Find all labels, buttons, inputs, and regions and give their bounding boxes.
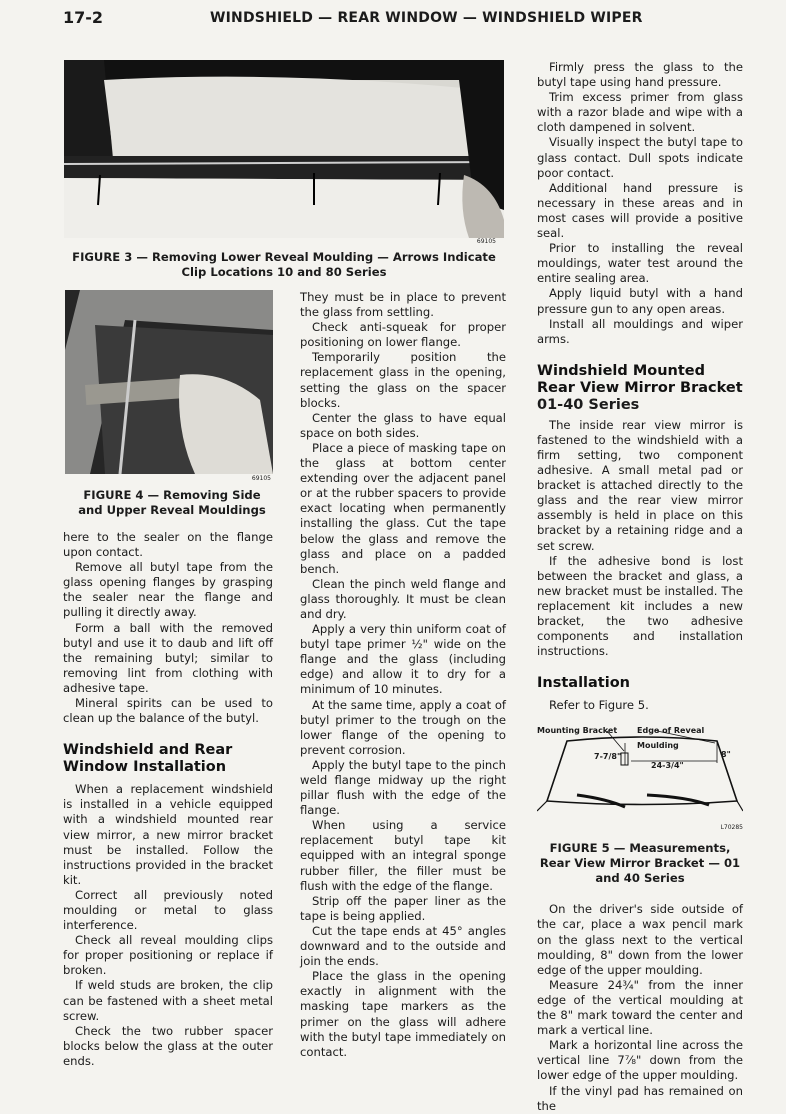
paragraph: Apply the butyl tape to the pinch weld flange midway up the right pillar flush with the edge of the flange. xyxy=(300,757,506,818)
column-1 xyxy=(63,530,273,1069)
paragraph: Additional hand pressure is necessary in these areas and in most cases will provide a positive seal. xyxy=(537,180,743,241)
figure5-dim-mid: 24-3/4" xyxy=(651,761,684,771)
paragraph: Cut the tape ends at 45° angles downward and to the outside and join the ends. xyxy=(300,923,506,969)
paragraph: Temporarily position the replacement glass in the opening, setting the glass on the spacer blocks. xyxy=(300,350,506,410)
figure5-diagram xyxy=(537,723,743,835)
paragraph: Visually inspect the butyl tape to glass contact. Dull spots indicate poor contact. xyxy=(537,135,743,180)
figure5-dim-right: 8" xyxy=(721,750,731,760)
paragraph: Clean the pinch weld flange and glass thoroughly. It must be clean and dry. xyxy=(300,576,506,621)
figure3-photo xyxy=(64,60,504,238)
figure5-label-edge: Edge of Reveal Moulding xyxy=(637,726,705,751)
figure5-dim-left: 7-7/8" xyxy=(594,752,622,762)
paragraph: If weld studs are broken, the clip can be fastened with a sheet metal screw. xyxy=(63,978,273,1023)
paragraph: If the vinyl pad has remained on the xyxy=(537,1083,743,1113)
section-heading: Windshield and Rear Window Installation xyxy=(63,742,233,776)
figure3-code: 69105 xyxy=(476,238,496,245)
paragraph: here to the sealer on the flange upon contact. xyxy=(63,530,273,560)
paragraph: Remove all butyl tape from the glass opening flanges by grasping the sealer near the flange and pulling it directly away. xyxy=(63,560,273,620)
paragraph: Check the two rubber spacer blocks below the glass at the outer ends. xyxy=(63,1023,273,1068)
paragraph: Place a piece of masking tape on the glass at bottom center extending over the adjacent panel or at the rubber spacers to provide exact locating when permanently installing the glass. Cut the tape below the glass and remove the glass and place on a padded bench. xyxy=(300,440,506,576)
section-heading: Installation xyxy=(537,675,630,692)
paragraph: Prior to installing the reveal mouldings, water test around the entire sealing area. xyxy=(537,241,743,286)
paragraph: If the adhesive bond is lost between the bracket and glass, a new bracket must be installed. The replacement kit includes a new bracket, the two adhesive components and installation instructions. xyxy=(537,553,743,659)
paragraph: Install all mouldings and wiper arms. xyxy=(537,316,743,346)
running-head: WINDSHIELD — REAR WINDOW — WINDSHIELD WIPER xyxy=(210,10,643,26)
column-3 xyxy=(537,60,743,1114)
paragraph: Refer to Figure 5. xyxy=(549,698,649,713)
paragraph: Center the glass to have equal space on both sides. xyxy=(300,410,506,440)
paragraph: When using a service replacement butyl tape kit equipped with an integral sponge rubber filler, the filler must be flush with the edge of the flange. xyxy=(300,818,506,893)
figure5-label-mounting: Mounting Bracket xyxy=(537,726,618,736)
figure5-code: L70285 xyxy=(720,824,743,832)
paragraph: Check all reveal moulding clips for proper positioning or replace if broken. xyxy=(63,933,273,978)
paragraph: Apply liquid butyl with a hand pressure gun to any open areas. xyxy=(537,286,743,316)
paragraph: Place the glass in the opening exactly in alignment with the masking tape markers as the primer on the glass will adhere with the butyl tape immediately on contact. xyxy=(300,969,506,1059)
figure4-photo xyxy=(65,290,273,474)
figure3-caption: FIGURE 3 — Removing Lower Reveal Moulding — Arrows Indicate Clip Locations 10 and 80 Series xyxy=(72,250,496,279)
paragraph: Form a ball with the removed butyl and use it to daub and lift off the remaining butyl; similar to removing lint from clothing with adhesive tape. xyxy=(63,620,273,695)
figure4-code: 69105 xyxy=(251,475,271,482)
page-number: 17-2 xyxy=(63,8,104,27)
paragraph: Strip off the paper liner as the tape is being applied. xyxy=(300,893,506,923)
paragraph: Check anti-squeak for proper positioning on lower flange. xyxy=(300,320,506,350)
paragraph: Firmly press the glass to the butyl tape using hand pressure. xyxy=(537,60,743,90)
section-subheading: 01-40 Series xyxy=(537,396,640,413)
paragraph: Measure 24¾" from the inner edge of the vertical moulding at the 8" mark toward the center and mark a vertical line. xyxy=(537,977,743,1038)
paragraph: Mineral spirits can be used to clean up the balance of the butyl. xyxy=(63,696,273,726)
paragraph: Correct all previously noted moulding or metal to glass interference. xyxy=(63,887,273,933)
paragraph: Mark a horizontal line across the vertical line 7⅞" down from the lower edge of the upper moulding. xyxy=(537,1038,743,1083)
figure5-caption: FIGURE 5 — Measurements, Rear View Mirror Bracket — 01 and 40 Series xyxy=(539,841,741,886)
paragraph: When a replacement windshield is installed in a vehicle equipped with a windshield mounted rear view mirror, a new mirror bracket must be installed. Follow the instructions provided in the bracket kit. xyxy=(63,782,273,887)
paragraph: They must be in place to prevent the glass from settling. xyxy=(300,290,506,320)
paragraph: At the same time, apply a coat of butyl primer to the trough on the lower flange of the opening to prevent corrosion. xyxy=(300,697,506,757)
column-2 xyxy=(300,290,506,1060)
paragraph: The inside rear view mirror is fastened to the windshield with a firm setting, two component adhesive. A small metal pad or bracket is attached directly to the glass and the rear view mirror assembly is held in place on this bracket by a retaining ridge and a set screw. xyxy=(537,417,743,553)
paragraph: On the driver's side outside of the car, place a wax pencil mark on the glass next to the vertical moulding, 8" down from the lower edge of the upper moulding. xyxy=(537,902,743,977)
figure4-caption: FIGURE 4 — Removing Side and Upper Reveal Mouldings xyxy=(78,488,266,517)
paragraph: Trim excess primer from glass with a razor blade and wipe with a cloth dampened in solvent. xyxy=(537,90,743,135)
section-heading: Windshield Mounted Rear View Mirror Bracket xyxy=(537,362,743,396)
paragraph: Apply a very thin uniform coat of butyl tape primer ½" wide on the flange and the glass (including edge) and allow it to dry for a minimum of 10 minutes. xyxy=(300,622,506,697)
